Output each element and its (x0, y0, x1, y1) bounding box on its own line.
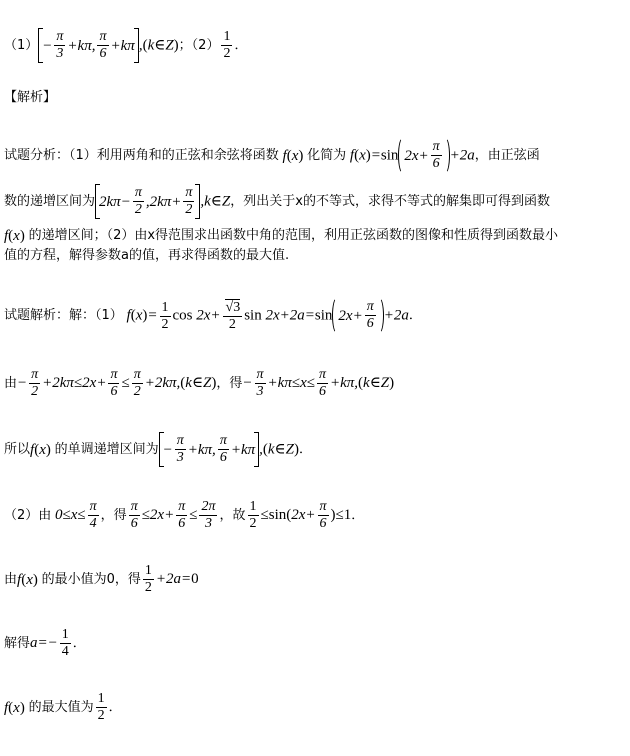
analysis-line-2 (4, 186, 630, 217)
solution-text: 的最小值为0，得 (41, 571, 141, 587)
solution-line-1 (4, 300, 630, 332)
solution-line-2 (4, 368, 630, 399)
solution-text: 由 (4, 375, 18, 391)
answer-end: ． (234, 37, 248, 53)
analysis-text: 试题分析：（1）利用两角和的正弦和余弦将函数 (4, 147, 279, 163)
solution-text: ，得 (216, 375, 243, 391)
formula: f(x) (278, 147, 304, 164)
solution-line-7 (4, 692, 630, 723)
answer-part1-label: （1） (4, 37, 39, 53)
formula: f(x)= $\frac{1}{2}$ cos 2x+ $\frac{√3}{2}$ sin 2x+2a=sin 2x+ $\frac{\pi}{6}$ +2a (122, 299, 409, 332)
solution-text: （2）由 (4, 507, 52, 523)
answer-value: $\frac{1}{2}$ (223, 29, 231, 61)
formula: 2kπ− $\frac{\pi}{2}$ ,2kπ+ $\frac{\pi}{2}$ ,k∈Z (95, 186, 230, 217)
solution-text: 由 (4, 571, 18, 587)
solution-text: 的最大值为 (28, 699, 94, 715)
formula: f(x) (4, 699, 25, 716)
analysis-text: 数的递增区间为 (4, 193, 96, 209)
analysis-line-1 (4, 140, 630, 171)
analysis-text: 的递增区间；（2）由x得范围求出函数中角的范围，利用正弦函数的图像和性质得到函数最小 (28, 228, 559, 243)
solution-line-4 (4, 500, 630, 531)
formula: f(x) (30, 441, 51, 458)
formula: $\frac{\pi}{6}$ ≤2x+ $\frac{\pi}{6}$ ≤ $\frac{2\pi}{3}$ (130, 499, 216, 531)
solution-text: ，得 (100, 507, 127, 523)
solution-text: ． (408, 307, 422, 323)
analysis-text: 值的方程，解得参数a的值，再求得函数的最大值. (4, 248, 290, 263)
formula: $\frac{1}{2}$ +2a=0 (144, 563, 199, 595)
analysis-text: ，列出关于x的不等式，求得不等式的解集即可得到函数 (230, 193, 550, 209)
heading (4, 90, 630, 106)
solution-text: ． (72, 635, 86, 651)
analysis-text: ，由正弦函 (474, 147, 540, 163)
formula: 0≤x≤ $\frac{\pi}{4}$ (51, 499, 97, 531)
formula: − $\frac{\pi}{3}$ +kπ, $\frac{\pi}{6}$ +kπ ,(k∈Z) (159, 434, 299, 465)
solution-line-5 (4, 564, 630, 595)
heading-text: 【解析】 (4, 90, 57, 105)
formula: f(x) (4, 228, 25, 244)
solution-text: ． (108, 699, 122, 715)
solution-text: 的单调递增区间为 (54, 441, 159, 457)
formula: $\frac{1}{2}$ ≤sin(2x+ $\frac{\pi}{6}$ )≤1 (249, 499, 352, 531)
solution-line-6 (4, 628, 630, 659)
formula: f(x)=sin 2x+ $\frac{\pi}{6}$ +2a (346, 139, 475, 171)
formula: $\frac{1}{2}$ (97, 691, 105, 723)
analysis-line-3 (4, 228, 630, 244)
formula: − $\frac{\pi}{3}$ +kπ≤x≤ $\frac{\pi}{6}$ +kπ,(k∈Z) (242, 367, 395, 399)
answer-line (4, 30, 630, 61)
solution-text: 试题解析：解：（1） (4, 307, 123, 323)
solution-text: 解得 (4, 635, 31, 651)
formula: a=− $\frac{1}{4}$ (30, 627, 69, 659)
solution-text: ． (351, 507, 365, 523)
analysis-line-4 (4, 248, 630, 264)
answer-interval: − $\frac{\pi}{3}$ + kπ , $\frac{\pi}{6}$ + kπ ,(k∈Z) (38, 30, 178, 61)
solution-text: ． (298, 441, 312, 457)
answer-part2-label: ；（2） (178, 37, 220, 53)
solution-line-3 (4, 434, 630, 465)
solution-text: 所以 (4, 441, 31, 457)
formula: − $\frac{\pi}{2}$ +2kπ≤2x+ $\frac{\pi}{6}$ ≤ $\frac{\pi}{2}$ +2kπ,(k∈Z) (17, 367, 217, 399)
formula: f(x) (17, 571, 38, 588)
solution-text: ，故 (219, 507, 246, 523)
analysis-text: 化简为 (307, 147, 347, 163)
